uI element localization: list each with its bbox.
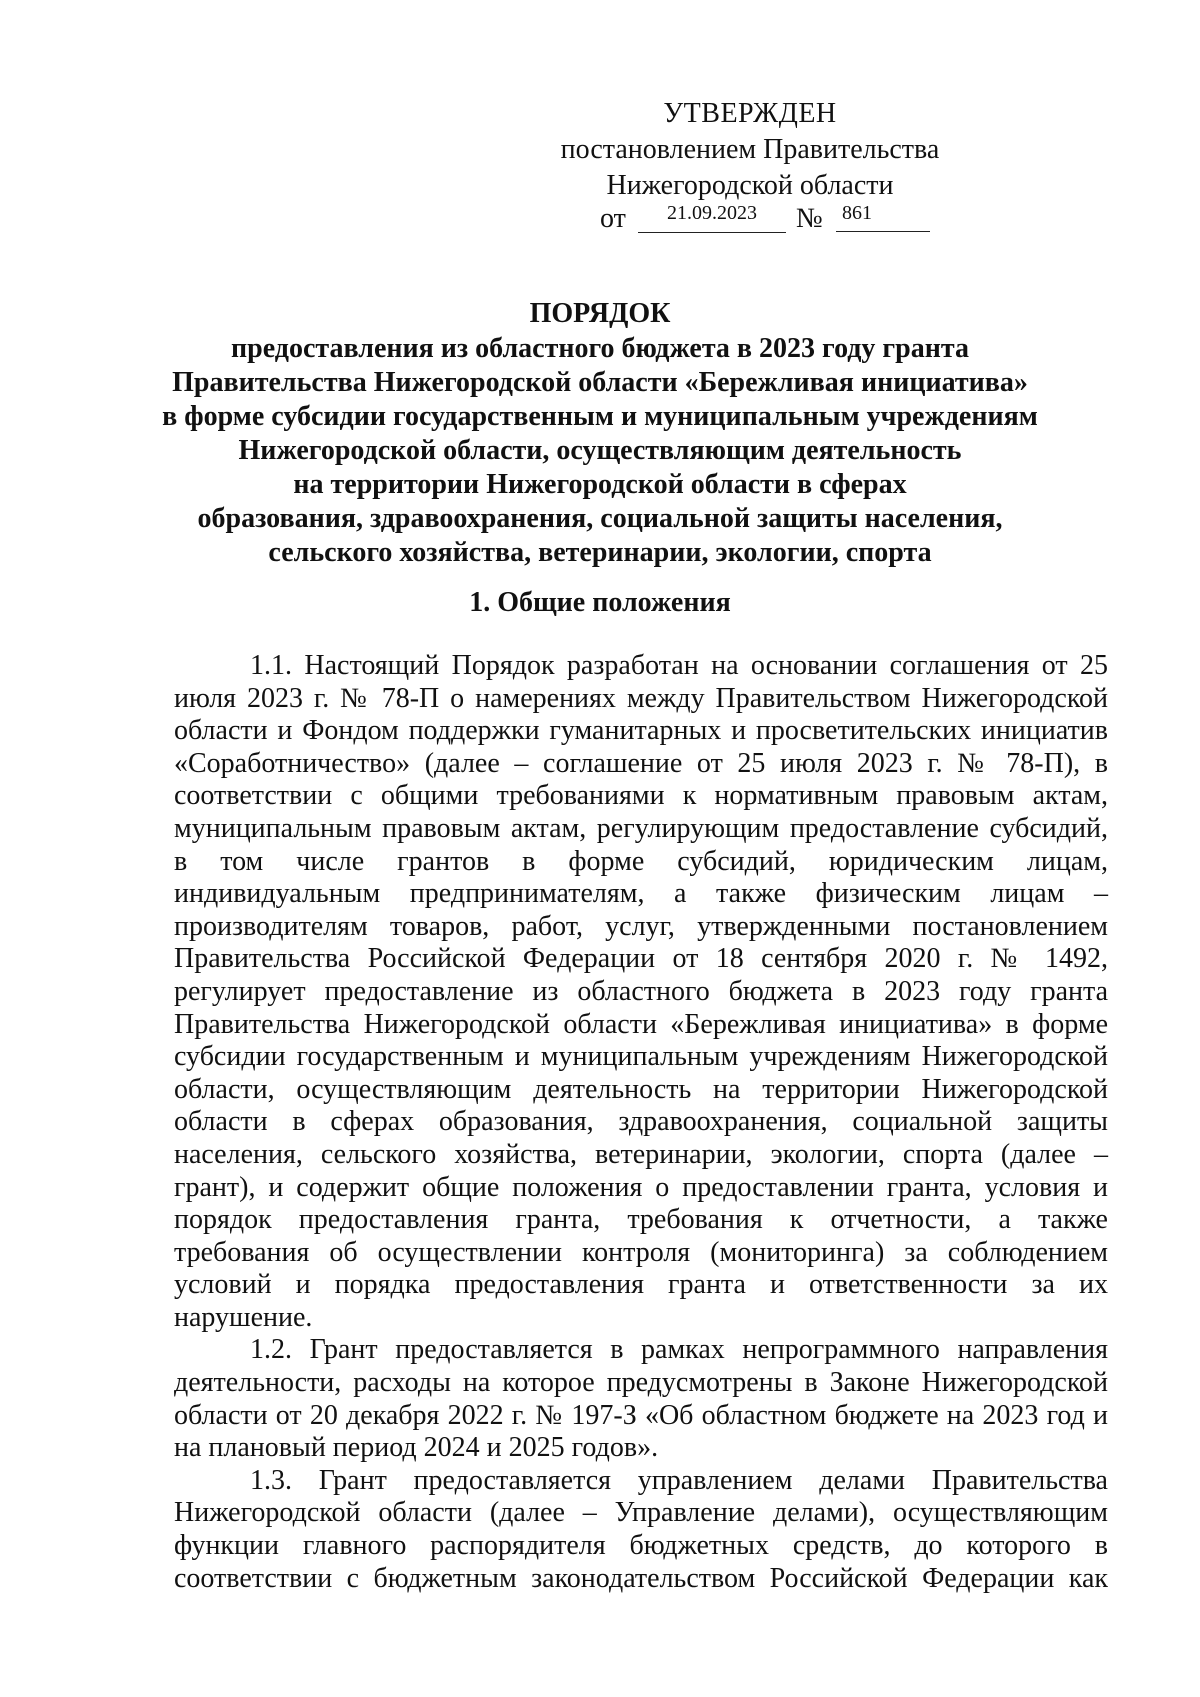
approval-date: 21.09.2023 [638, 204, 786, 233]
title-line: Нижегородской области, осуществляющим деятельность [238, 435, 962, 466]
section-body [174, 650, 1108, 1595]
title-line: в форме субсидии государственным и муниципальным учреждениям [162, 401, 1038, 432]
section-heading: 1. Общие положения [469, 587, 731, 618]
approved-heading: УТВЕРЖДЕН [663, 98, 837, 129]
title-line: предоставления из областного бюджета в 2023 году гранта [231, 333, 969, 364]
approval-number: 861 [836, 204, 930, 232]
approval-line-2: Нижегородской области [606, 170, 894, 201]
title-line: Правительства Нижегородской области «Бережливая инициатива» [172, 367, 1028, 398]
title-line: на территории Нижегородской области в сферах [293, 469, 907, 500]
approval-line-1: постановлением Правительства [560, 134, 940, 165]
number-label: № [796, 203, 823, 234]
document-title: ПОРЯДОК [529, 298, 671, 329]
paragraph-1-1: 1.1. Настоящий Порядок разработан на основании соглашения от 25 июля 2023 г. № 78-П о намерениях между Правительством Нижегородской области и Фондом поддержки гуманитарных и просветительских инициатив «Соработничество» (далее – соглашение от 25 июля 2023 г. № 78-П), в соответствии с общими требованиями к нормативным правовым актам, муниципальным правовым актам, регулирующим предоставление субсидий, в том числе грантов в форме субсидий, юридическим лицам, индивидуальным предпринимателям, а также физическим лицам – производителям товаров, работ, услуг, утвержденными постановлением Правительства Российской Федерации от 18 сентября 2020 г. № 1492, регулирует предоставление из областного бюджета в 2023 году гранта Правительства Нижегородской области «Бережливая инициатива» в форме субсидии государственным и муниципальным учреждениям Нижегородской области, осуществляющим деятельность на территории Нижегородской области в сферах образования, здравоохранения, социальной защиты населения, сельского хозяйства, ветеринарии, экологии, спорта (далее – грант), и содержит общие положения о предоставлении гранта, условия и порядок предоставления гранта, требования к отчетности, а также требования об осуществлении контроля (мониторинга) за соблюдением условий и порядка предоставления гранта и ответственности за их нарушение. [174, 650, 1108, 1333]
document-title-block [150, 296, 1050, 570]
paragraph-1-3: 1.3. Грант предоставляется управлением делами Правительства Нижегородской области (далее – Управление делами), осуществляющим функции главного распорядителя бюджетных средств, до которого в соответствии с бюджетным законодательством Российской Федерации как [174, 1464, 1108, 1594]
paragraph-1-2: 1.2. Грант предоставляется в рамках непрограммного направления деятельности, расходы на которое предусмотрены в Законе Нижегородской области от 20 декабря 2022 г. № 197-З «Об областном бюджете на 2023 год и на плановый период 2024 и 2025 годов». [174, 1334, 1108, 1464]
from-label: от [600, 203, 626, 234]
approval-block [560, 96, 940, 204]
title-line: сельского хозяйства, ветеринарии, экологии, спорта [268, 537, 932, 568]
approval-date-number [600, 204, 930, 234]
title-line: образования, здравоохранения, социальной защиты населения, [197, 503, 1003, 534]
